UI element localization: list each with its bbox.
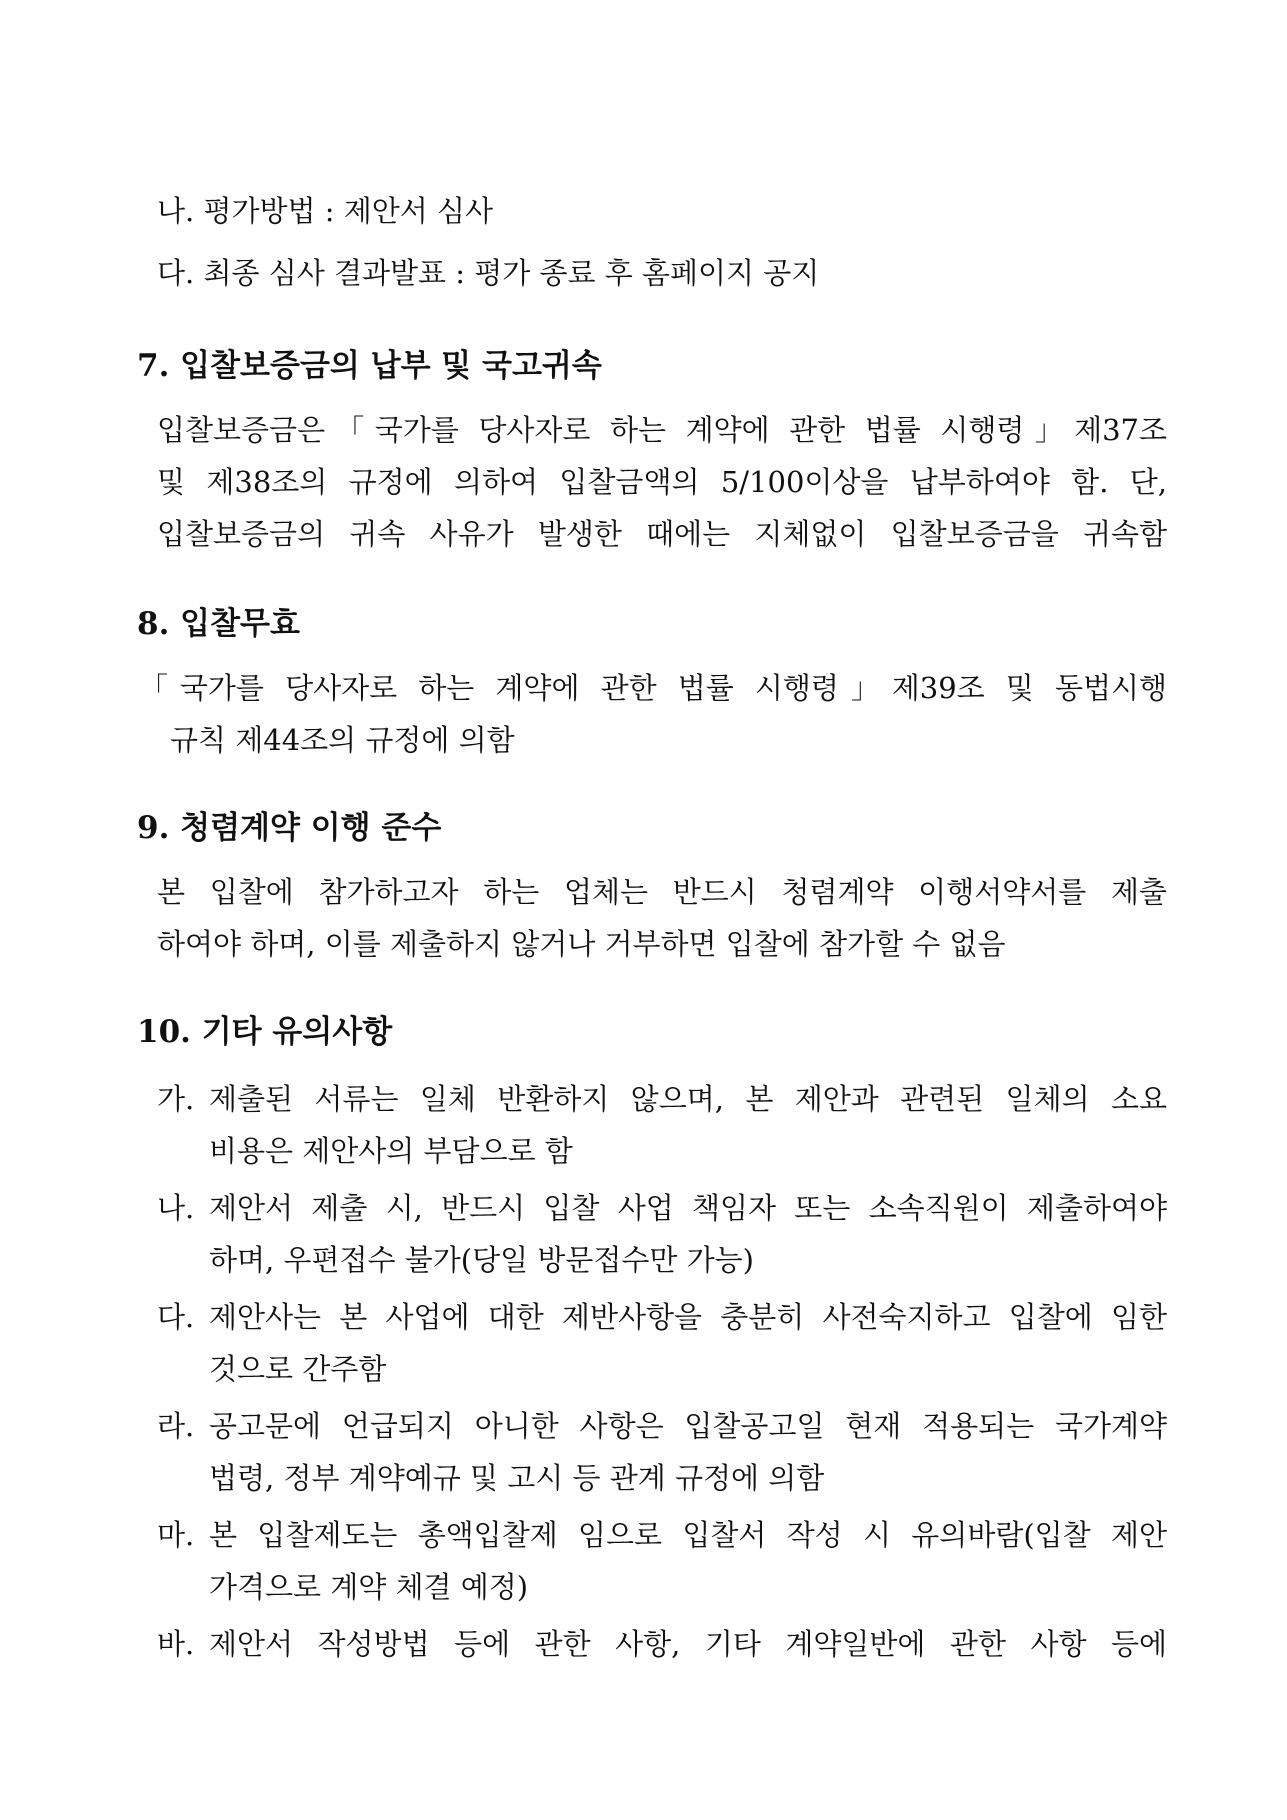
item-ba-marker: 바. <box>157 1627 195 1661</box>
item-na-marker: 나. <box>157 1191 195 1225</box>
item-da-final-result: 다. 최종 심사 결과발표 : 평가 종료 후 홈페이지 공지 <box>157 256 820 290</box>
item-ma-line-2: 가격으로 계약 체결 예정) <box>209 1570 529 1604</box>
item-ga-line-1: 제출된 서류는 일체 반환하지 않으며, 본 제안과 관련된 일체의 소요 <box>209 1082 1167 1116</box>
section-9-line-1: 본 입찰에 참가하고자 하는 업체는 반드시 청렴계약 이행서약서를 제출 <box>157 875 1167 909</box>
section-10-heading: 10. 기타 유의사항 <box>137 1014 393 1050</box>
section-8-line-1: 「국가를 당사자로 하는 계약에 관한 법률 시행령」제39조 및 동법시행 <box>139 671 1167 705</box>
section-9-heading: 9. 청렴계약 이행 준수 <box>137 810 442 846</box>
item-ga-line-2: 비용은 제안사의 부담으로 함 <box>209 1134 573 1168</box>
section-7-line-1: 입찰보증금은「국가를 당사자로 하는 계약에 관한 법률 시행령」제37조 <box>157 413 1167 447</box>
item-da-line-1: 제안사는 본 사업에 대한 제반사항을 충분히 사전숙지하고 입찰에 임한 <box>209 1300 1167 1334</box>
item-ra-line-2: 법령, 정부 계약예규 및 고시 등 관계 규정에 의함 <box>209 1461 825 1495</box>
item-na-line-1: 제안서 제출 시, 반드시 입찰 사업 책임자 또는 소속직원이 제출하여야 <box>209 1191 1167 1225</box>
section-8-heading: 8. 입찰무효 <box>137 606 300 642</box>
item-ra-marker: 라. <box>157 1409 195 1443</box>
item-da-line-2: 것으로 간주함 <box>209 1352 387 1386</box>
item-na-line-2: 하며, 우편접수 불가(당일 방문접수만 가능) <box>209 1243 754 1277</box>
item-ma-line-1: 본 입찰제도는 총액입찰제 임으로 입찰서 작성 시 유의바람(입찰 제안 <box>209 1518 1167 1552</box>
section-7-heading: 7. 입찰보증금의 납부 및 국고귀속 <box>137 348 602 384</box>
section-8-line-2: 규칙 제44조의 규정에 의함 <box>170 723 515 757</box>
item-ma-marker: 마. <box>157 1518 195 1552</box>
item-na-evaluation-method: 나. 평가방법 : 제안서 심사 <box>157 194 494 228</box>
section-9-line-2: 하여야 하며, 이를 제출하지 않거나 거부하면 입찰에 참가할 수 없음 <box>157 927 1006 961</box>
section-7-line-3: 입찰보증금의 귀속 사유가 발생한 때에는 지체없이 입찰보증금을 귀속함 <box>157 517 1167 551</box>
item-ba-line-1: 제안서 작성방법 등에 관한 사항, 기타 계약일반에 관한 사항 등에 <box>209 1627 1167 1661</box>
item-ra-line-1: 공고문에 언급되지 아니한 사항은 입찰공고일 현재 적용되는 국가계약 <box>209 1409 1167 1443</box>
item-da-marker: 다. <box>157 1300 195 1334</box>
item-ga-marker: 가. <box>157 1082 195 1116</box>
section-7-line-2: 및 제38조의 규정에 의하여 입찰금액의 5/100이상을 납부하여야 함. 단, <box>157 465 1167 499</box>
